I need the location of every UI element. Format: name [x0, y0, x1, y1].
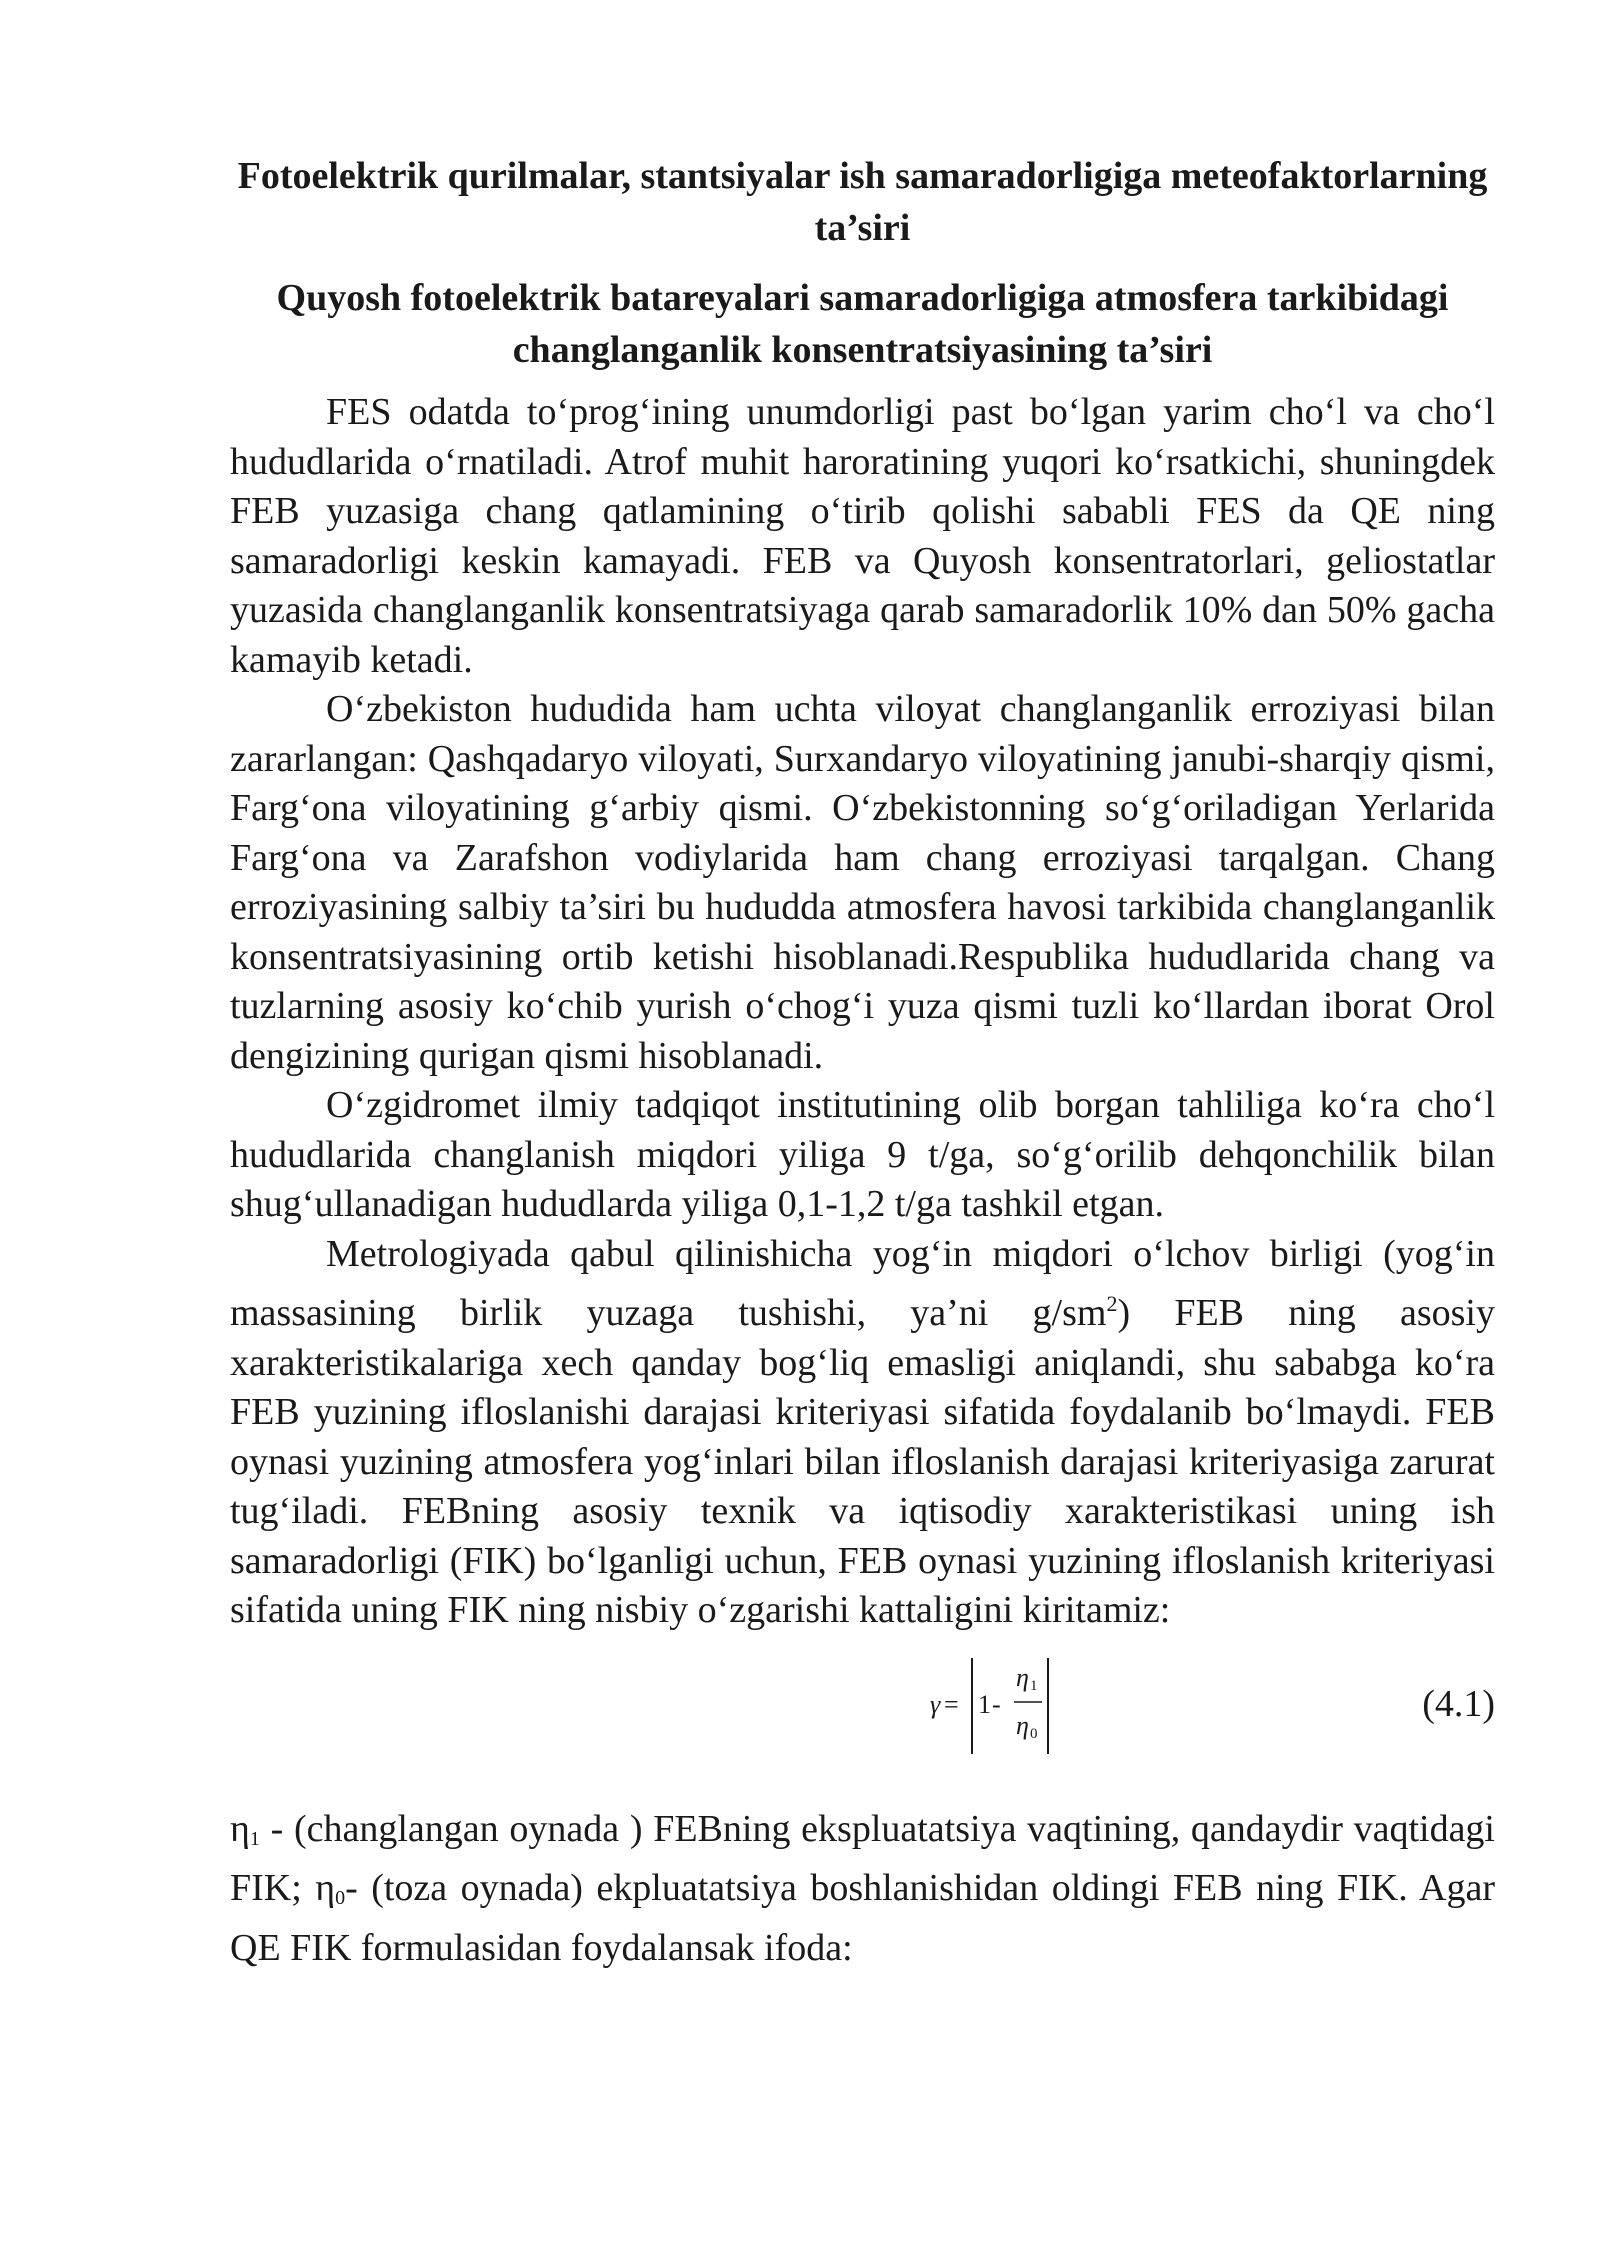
document-subtitle: Quyosh fotoelektrik batareyalari samaradorligiga atmosfera tarkibidagi changlanganlik konsentratsiyasining ta’siri: [276, 277, 1449, 371]
document-page: [230, 150, 1495, 1973]
paragraph-4-text-b: ) FEB ning asosiy xarakteristikalariga xech qanday bog‘liq emasligi aniqlandi, shu sababga ko‘ra FEB yuzining ifloslanishi darajasi kriteriyasi sifatida foydalanib bo‘lmaydi. FEB oynasi yuzining atmosfera yog‘inlari bilan ifloslanish darajasi kriteriyasiga zarurat tug‘iladi. FEBning asosiy texnik va iqtisodiy xarakteristikasi uning ish samaradorligi (FIK) bo‘lganligi uchun, FEB oynasi yuzining ifloslanish kriteriyasi sifatida uning FIK ning nisbiy o‘zgarishi kattaligini kiritamiz:: [230, 1292, 1495, 1631]
eta1-definition: - (changlangan oynada ) FEBning ekspluatatsiya vaqtining, qandaydir vaqtidagi FIK;: [230, 1807, 1495, 1909]
paragraph-1: FES odatda to‘prog‘ining unumdorligi past bo‘lgan yarim cho‘l va cho‘l hududlarida o‘rnatiladi. Atrof muhit haroratining yuqori ko‘rsatkichi, shuningdek FEB yuzasiga chang qatlamining o‘tirib qolishi sababli FES da QE ning samaradorligi keskin kamayadi. FEB va Quyosh konsentratorlari, geliostatlar yuzasida changlanganlik konsentratsiyaga qarab samaradorlik 10% dan 50% gacha kamayib ketadi.: [230, 391, 1495, 681]
paragraph-4-text-a: Metrologiyada qabul qilinishicha yog‘in miqdori o‘lchov birligi (yog‘in massasining birlik yuzaga tushishi, ya’ni g/sm: [230, 1232, 1495, 1334]
paragraph-4-superscript: 2: [1106, 1291, 1118, 1316]
eta1-subscript: 1: [249, 1827, 260, 1850]
eta0-subscript: 0: [335, 1887, 346, 1909]
symbol-definitions: [230, 1805, 1495, 1974]
paragraph-3: O‘zgidromet ilmiy tadqiqot institutining olib borgan tahliliga ko‘ra cho‘l hududlarida changlanish miqdori yiliga 9 t/ga, so‘g‘orilib dehqonchilik bilan shug‘ullanadigan hududlarda yiliga 0,1-1,2 t/ga tashkil etgan.: [230, 1084, 1495, 1225]
document-title: Fotoelektrik qurilmalar, stantsiyalar ish samaradorligiga meteofaktorlarning ta’siri: [237, 155, 1488, 249]
formula-equals: =: [944, 1689, 959, 1719]
formula-denominator-eta: η: [1016, 1710, 1029, 1740]
equation-row: [230, 1650, 1495, 1765]
equation-number: (4.1): [1422, 1682, 1495, 1725]
equation-formula: [930, 1650, 1070, 1760]
eta0-definition: - (toza oynada) ekpluatatsiya boshlanishidan oldingi FEB ning FIK. Agar QE FIK formulasidan foydalansak ifoda:: [230, 1867, 1496, 1969]
formula-minus: -: [992, 1689, 1001, 1719]
paragraph-4: [230, 1230, 1495, 1636]
formula-numerator-eta: η: [1016, 1662, 1029, 1692]
eta1-symbol: η: [230, 1807, 250, 1850]
formula-denominator-sub: 0: [1030, 1725, 1038, 1742]
paragraph-2: O‘zbekiston hududida ham uchta viloyat changlanganlik erroziyasi bilan zararlangan: Qashqadaryo viloyati, Surxandaryo viloyatining janubi-sharqiy qismi, Farg‘ona viloyatining g‘arbiy qismi. O‘zbekistonning so‘g‘oriladigan Yerlarida Farg‘ona va Zarafshon vodiylarida ham chang erroziyasi tarqalgan. Chang erroziyasining salbiy ta’siri bu hududda atmosfera havosi tarkibida changlanganlik konsentratsiyasining ortib ketishi hisoblanadi.Respublika hududlarida chang va tuzlarning asosiy ko‘chib yurish o‘chog‘i yuza qismi tuzli ko‘llardan iborat Orol dengizining qurigan qismi hisoblanadi.: [230, 688, 1495, 1077]
formula-numerator-sub: 1: [1030, 1677, 1038, 1694]
formula-one: 1: [978, 1689, 991, 1719]
eta0-symbol: η: [315, 1867, 336, 1909]
formula-gamma: γ: [930, 1689, 941, 1719]
